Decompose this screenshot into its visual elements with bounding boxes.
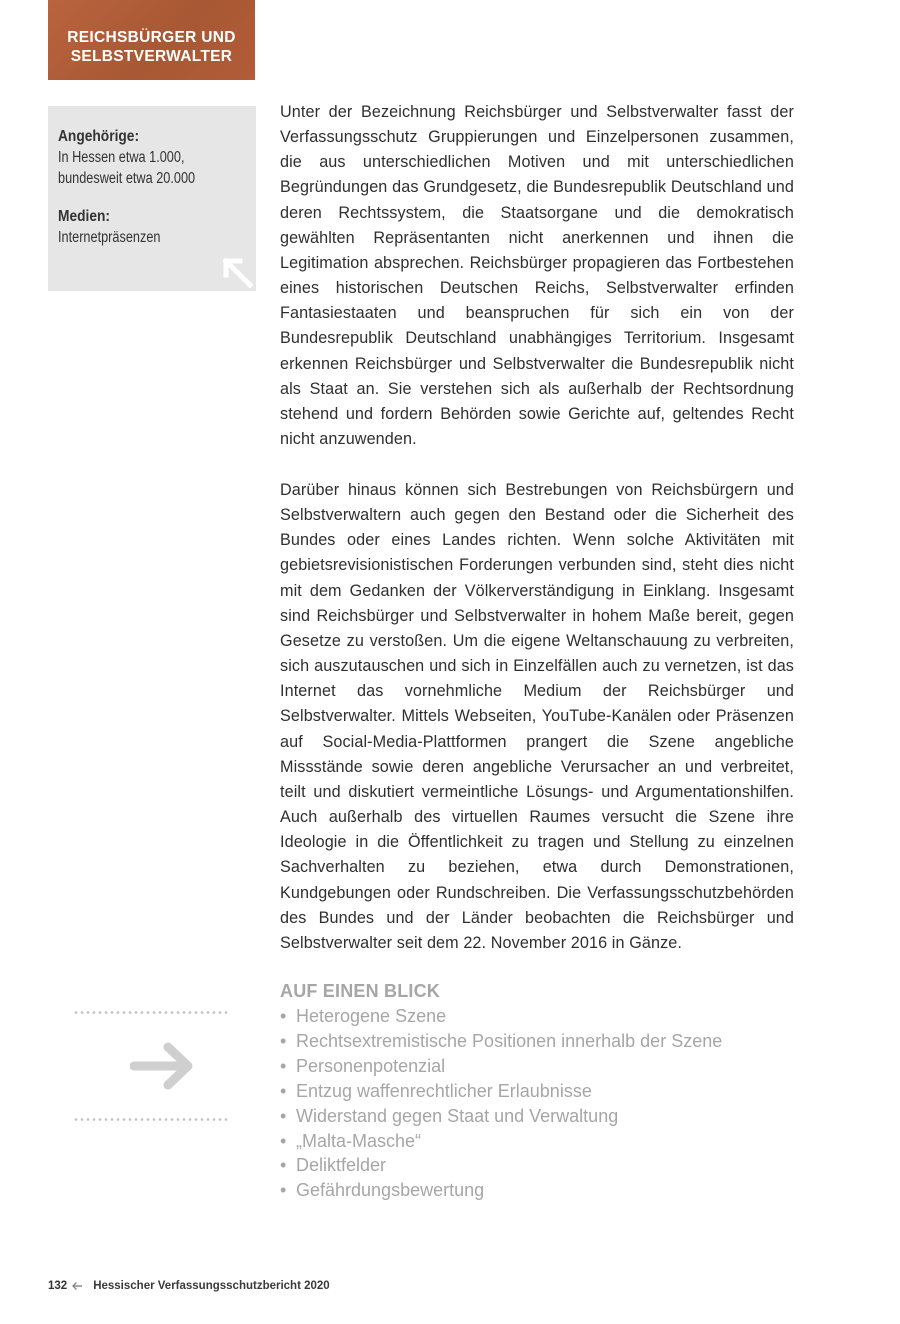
chapter-title-line-1: REICHSBÜRGER UND bbox=[67, 29, 236, 46]
right-arrow-icon bbox=[130, 1042, 196, 1090]
list-item[interactable]: • „Malta-Masche“ bbox=[280, 1130, 422, 1151]
chapter-header bbox=[48, 0, 255, 80]
media-label: Medien: bbox=[58, 208, 110, 225]
list-item[interactable]: • Heterogene Szene bbox=[280, 1006, 447, 1026]
at-a-glance-list bbox=[280, 1004, 820, 1203]
body-paragraph-2: Darüber hinaus können sich Bestrebungen von Reichsbürgern und Selbstverwaltern auch gegen den Bestand oder die Sicherheit des Bundes oder eines Landes richten. Wenn solche Aktivitäten mit gebietsrevisionistischen Forderungen verbunden sind, steht dies nicht mit dem Gedanken der Völkerverständigung in Einklang. Insgesamt sind Reichsbürger und Selbstverwalter in hohem Maße bereit, gegen Gesetze zu verstoßen. Um die eigene Weltanschauung zu verbreiten, sich auszutauschen und sich in Einzelfällen auch zu vernetzen, ist das Internet das vornehmliche Medium der Reichsbürger und Selbstverwalter. Mittels Webseiten, YouTube-Kanälen oder Präsenzen auf Social-Media-Plattformen prangert die Szene angebliche Missstände sowie deren angebliche Verursacher an und verbreitet, teilt und diskutiert vermeintliche Lösungs- und Argumentationshilfen. Auch außerhalb des virtuellen Raumes versucht die Szene ihre Ideologie in die Öffentlichkeit zu tragen und Stellung zu einzelnen Sachverhalten zu beziehen, etwa durch Demonstrationen, Kundgebungen oder Rundschreiben. Die Verfassungsschutzbehörden des Bundes und der Länder beobachten die Reichsbürger und Selbstverwalter seit dem 22. November 2016 in Gänze. bbox=[280, 481, 794, 952]
chapter-title-line-2: SELBSTVERWALTER bbox=[70, 48, 233, 65]
media-value: Internetpräsenzen bbox=[58, 229, 161, 246]
members-value-federal: bundesweit etwa 20.000 bbox=[58, 170, 196, 187]
page-number: 132 bbox=[48, 1280, 68, 1292]
list-item[interactable]: • Entzug waffenrechtlicher Erlaubnisse bbox=[280, 1080, 592, 1101]
at-a-glance-section bbox=[280, 979, 820, 1203]
body-paragraph-1: Unter der Bezeichnung Reichsbürger und Selbstverwalter fasst der Verfassungsschutz Gruppierungen und Einzelpersonen zusammen, die aus unterschiedlichen Motiven und mit unterschiedlichen Begründungen das Grundgesetz, die Bundesrepublik Deutschland und deren Rechtssystem, die Staatsorgane und die demokratisch gewählten Repräsentanten nicht anerkennen und ihnen die Legitimation absprechen. Reichsbürger propagieren das Fortbestehen eines historischen Deutschen Reichs, Selbstverwalter erfinden Fantasiestaaten und beanspruchen für sich ein von der Bundesrepublik Deutschland unabhängiges Territorium. Insgesamt erkennen Reichsbürger und Selbstverwalter die Bundesrepublik nicht als Staat an. Sie verstehen sich als außerhalb der Rechtsordnung stehend und fordern Behörden sowie Gerichte auf, geltendes Recht nicht anzuwenden. bbox=[280, 103, 794, 449]
list-item[interactable]: • Rechtsextremistische Positionen innerhalb der Szene bbox=[280, 1030, 723, 1051]
diagonal-arrow-icon bbox=[220, 255, 254, 289]
list-item[interactable]: • Deliktfelder bbox=[280, 1155, 387, 1176]
list-item[interactable]: • Personenpotenzial bbox=[280, 1055, 446, 1076]
left-arrow-icon[interactable] bbox=[71, 1281, 83, 1291]
members-label: Angehörige: bbox=[58, 128, 140, 145]
dotted-divider-bottom bbox=[73, 1118, 228, 1121]
info-box bbox=[48, 106, 256, 291]
page-footer bbox=[48, 1278, 330, 1294]
list-item[interactable]: • Gefährdungsbewertung bbox=[280, 1180, 485, 1201]
members-value-hessen: In Hessen etwa 1.000, bbox=[58, 149, 185, 166]
dotted-divider-top bbox=[73, 1011, 228, 1014]
list-item[interactable]: • Widerstand gegen Staat und Verwaltung bbox=[280, 1105, 619, 1126]
at-a-glance-heading: AUF EINEN BLICK bbox=[280, 981, 440, 1001]
publication-title: Hessischer Verfassungsschutzbericht 2020 bbox=[93, 1280, 330, 1292]
